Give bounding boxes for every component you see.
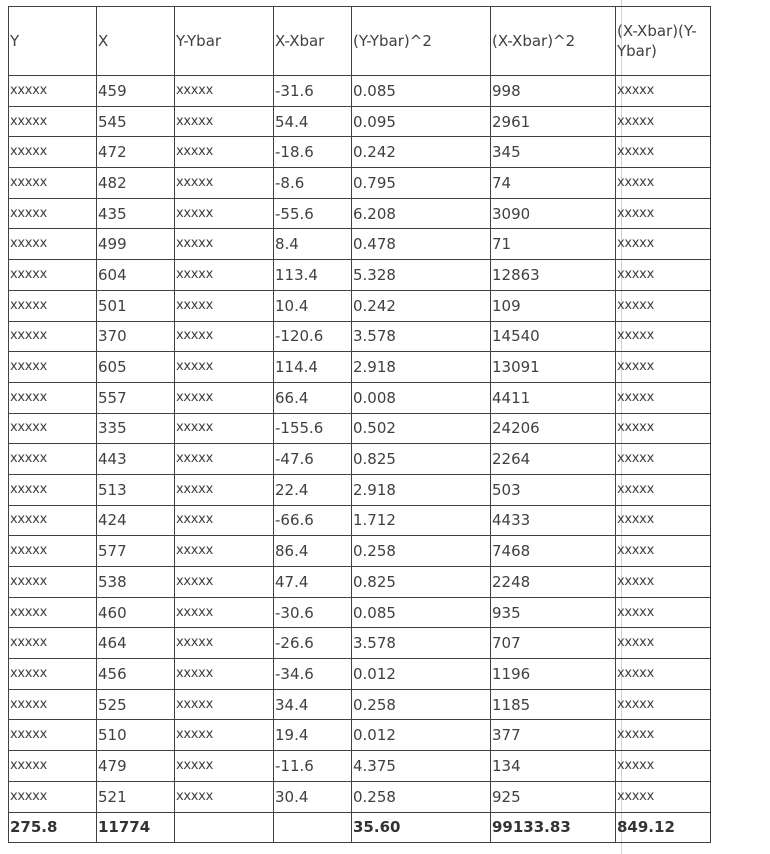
table-cell: xxxxx xyxy=(9,352,97,383)
table-cell: xxxxx xyxy=(175,567,274,598)
table-cell: 3090 xyxy=(491,198,616,229)
table-row xyxy=(9,290,711,321)
table-cell: -47.6 xyxy=(274,444,352,475)
table-cell: 501 xyxy=(97,290,175,321)
table-cell: xxxxx xyxy=(9,76,97,107)
total-cell: 99133.83 xyxy=(491,812,616,843)
header-x-xbar: X-Xbar xyxy=(274,7,352,76)
table-cell: xxxxx xyxy=(175,321,274,352)
table-cell: xxxxx xyxy=(616,536,711,567)
table-row xyxy=(9,597,711,628)
table-cell: 8.4 xyxy=(274,229,352,260)
table-cell: 2.918 xyxy=(352,352,491,383)
table-cell: 0.258 xyxy=(352,689,491,720)
table-cell: xxxxx xyxy=(175,597,274,628)
table-cell: xxxxx xyxy=(175,505,274,536)
table-cell: xxxxx xyxy=(616,659,711,690)
header-x-xbar-squared: (X-Xbar)^2 xyxy=(491,7,616,76)
table-cell: -26.6 xyxy=(274,628,352,659)
table-cell: xxxxx xyxy=(9,260,97,291)
table-row xyxy=(9,444,711,475)
table-cell: -31.6 xyxy=(274,76,352,107)
table-cell: xxxxx xyxy=(616,413,711,444)
table-cell: 479 xyxy=(97,751,175,782)
table-cell: xxxxx xyxy=(175,260,274,291)
table-cell: xxxxx xyxy=(616,321,711,352)
table-cell: xxxxx xyxy=(9,628,97,659)
table-cell: 472 xyxy=(97,137,175,168)
table-cell: xxxxx xyxy=(9,444,97,475)
table-row xyxy=(9,536,711,567)
table-cell: xxxxx xyxy=(9,413,97,444)
table-cell: 513 xyxy=(97,474,175,505)
table-cell: 538 xyxy=(97,567,175,598)
table-cell: xxxxx xyxy=(9,321,97,352)
total-cell: 275.8 xyxy=(9,812,97,843)
table-row xyxy=(9,137,711,168)
table-cell: 114.4 xyxy=(274,352,352,383)
total-cell: 849.12 xyxy=(616,812,711,843)
table-cell: 2264 xyxy=(491,444,616,475)
table-cell: 2248 xyxy=(491,567,616,598)
table-header-row xyxy=(9,7,711,76)
table-row xyxy=(9,720,711,751)
table-row xyxy=(9,781,711,812)
table-row xyxy=(9,260,711,291)
table-cell: 71 xyxy=(491,229,616,260)
table-cell: xxxxx xyxy=(616,597,711,628)
table-cell: 456 xyxy=(97,659,175,690)
total-cell xyxy=(175,812,274,843)
header-x: X xyxy=(97,7,175,76)
table-cell: 4.375 xyxy=(352,751,491,782)
table-cell: xxxxx xyxy=(9,536,97,567)
table-cell: 0.825 xyxy=(352,444,491,475)
table-cell: 604 xyxy=(97,260,175,291)
table-cell: xxxxx xyxy=(9,168,97,199)
table-cell: xxxxx xyxy=(175,413,274,444)
table-cell: 525 xyxy=(97,689,175,720)
table-cell: 12863 xyxy=(491,260,616,291)
table-cell: 459 xyxy=(97,76,175,107)
table-cell: xxxxx xyxy=(616,260,711,291)
table-cell: xxxxx xyxy=(9,198,97,229)
table-cell: xxxxx xyxy=(616,352,711,383)
table-cell: xxxxx xyxy=(9,290,97,321)
table-cell: 345 xyxy=(491,137,616,168)
table-cell: xxxxx xyxy=(175,689,274,720)
table-cell: xxxxx xyxy=(616,290,711,321)
table-cell: 22.4 xyxy=(274,474,352,505)
table-cell: -55.6 xyxy=(274,198,352,229)
table-row xyxy=(9,659,711,690)
table-cell: 24206 xyxy=(491,413,616,444)
table-cell: 54.4 xyxy=(274,106,352,137)
table-cell: 19.4 xyxy=(274,720,352,751)
table-cell: 66.4 xyxy=(274,382,352,413)
table-cell: 0.502 xyxy=(352,413,491,444)
table-row xyxy=(9,505,711,536)
table-cell: xxxxx xyxy=(9,474,97,505)
table-cell: xxxxx xyxy=(616,720,711,751)
table-cell: xxxxx xyxy=(616,505,711,536)
table-cell: -34.6 xyxy=(274,659,352,690)
table-body xyxy=(9,76,711,843)
table-cell: -155.6 xyxy=(274,413,352,444)
table-cell: xxxxx xyxy=(175,659,274,690)
table-cell: 464 xyxy=(97,628,175,659)
table-cell: 482 xyxy=(97,168,175,199)
table-cell: xxxxx xyxy=(616,781,711,812)
table-row xyxy=(9,76,711,107)
table-cell: 109 xyxy=(491,290,616,321)
table-cell: 503 xyxy=(491,474,616,505)
table-row xyxy=(9,751,711,782)
table-row xyxy=(9,382,711,413)
table-cell: xxxxx xyxy=(616,106,711,137)
total-cell xyxy=(274,812,352,843)
table-cell: xxxxx xyxy=(175,168,274,199)
table-cell: xxxxx xyxy=(175,474,274,505)
table-cell: xxxxx xyxy=(9,781,97,812)
table-cell: xxxxx xyxy=(616,229,711,260)
table-cell: xxxxx xyxy=(616,76,711,107)
table-cell: xxxxx xyxy=(175,536,274,567)
table-cell: -11.6 xyxy=(274,751,352,782)
table-cell: 925 xyxy=(491,781,616,812)
table-cell: xxxxx xyxy=(9,751,97,782)
table-cell: 5.328 xyxy=(352,260,491,291)
table-cell: 6.208 xyxy=(352,198,491,229)
table-row xyxy=(9,168,711,199)
table-cell: 4433 xyxy=(491,505,616,536)
table-cell: 7468 xyxy=(491,536,616,567)
table-row xyxy=(9,567,711,598)
totals-row xyxy=(9,812,711,843)
table-cell: 370 xyxy=(97,321,175,352)
table-cell: xxxxx xyxy=(175,76,274,107)
table-cell: 113.4 xyxy=(274,260,352,291)
table-cell: 34.4 xyxy=(274,689,352,720)
table-cell: xxxxx xyxy=(9,382,97,413)
table-cell: xxxxx xyxy=(9,137,97,168)
table-cell: xxxxx xyxy=(616,689,711,720)
table-row xyxy=(9,106,711,137)
table-cell: 86.4 xyxy=(274,536,352,567)
table-row xyxy=(9,689,711,720)
table-cell: xxxxx xyxy=(616,168,711,199)
table-cell: xxxxx xyxy=(175,628,274,659)
table-cell: -18.6 xyxy=(274,137,352,168)
table-cell: 1.712 xyxy=(352,505,491,536)
table-cell: xxxxx xyxy=(9,567,97,598)
table-cell: xxxxx xyxy=(175,720,274,751)
table-cell: xxxxx xyxy=(175,137,274,168)
table-cell: xxxxx xyxy=(616,751,711,782)
table-cell: xxxxx xyxy=(175,751,274,782)
header-y-ybar: Y-Ybar xyxy=(175,7,274,76)
table-cell: xxxxx xyxy=(616,474,711,505)
table-cell: -120.6 xyxy=(274,321,352,352)
table-cell: xxxxx xyxy=(9,689,97,720)
table-cell: 30.4 xyxy=(274,781,352,812)
table-cell: 3.578 xyxy=(352,321,491,352)
table-cell: 0.085 xyxy=(352,76,491,107)
table-row xyxy=(9,198,711,229)
table-cell: 499 xyxy=(97,229,175,260)
table-cell: 0.478 xyxy=(352,229,491,260)
table-cell: 460 xyxy=(97,597,175,628)
table-cell: 47.4 xyxy=(274,567,352,598)
table-cell: 0.012 xyxy=(352,720,491,751)
table-cell: xxxxx xyxy=(9,720,97,751)
table-cell: xxxxx xyxy=(175,781,274,812)
table-cell: 3.578 xyxy=(352,628,491,659)
table-cell: 0.085 xyxy=(352,597,491,628)
table-cell: 577 xyxy=(97,536,175,567)
table-cell: 2961 xyxy=(491,106,616,137)
table-cell: 134 xyxy=(491,751,616,782)
table-cell: xxxxx xyxy=(9,505,97,536)
total-cell: 11774 xyxy=(97,812,175,843)
table-cell: xxxxx xyxy=(616,444,711,475)
table-cell: xxxxx xyxy=(616,198,711,229)
table-cell: xxxxx xyxy=(616,628,711,659)
table-cell: xxxxx xyxy=(9,659,97,690)
table-cell: 0.825 xyxy=(352,567,491,598)
table-cell: xxxxx xyxy=(616,382,711,413)
table-cell: xxxxx xyxy=(616,137,711,168)
table-cell: xxxxx xyxy=(175,444,274,475)
table-row xyxy=(9,321,711,352)
header-y-ybar-squared: (Y-Ybar)^2 xyxy=(352,7,491,76)
table-cell: xxxxx xyxy=(175,352,274,383)
table-cell: xxxxx xyxy=(616,567,711,598)
table-cell: 0.012 xyxy=(352,659,491,690)
table-cell: 935 xyxy=(491,597,616,628)
table-row xyxy=(9,352,711,383)
table-cell: -66.6 xyxy=(274,505,352,536)
table-cell: 998 xyxy=(491,76,616,107)
table-cell: 605 xyxy=(97,352,175,383)
table-row xyxy=(9,229,711,260)
table-cell: 0.795 xyxy=(352,168,491,199)
table-cell: 707 xyxy=(491,628,616,659)
table-cell: 435 xyxy=(97,198,175,229)
table-cell: 10.4 xyxy=(274,290,352,321)
header-y: Y xyxy=(9,7,97,76)
table-cell: 0.258 xyxy=(352,781,491,812)
table-cell: xxxxx xyxy=(175,106,274,137)
table-cell: 424 xyxy=(97,505,175,536)
table-cell: 14540 xyxy=(491,321,616,352)
table-row xyxy=(9,628,711,659)
table-cell: xxxxx xyxy=(175,229,274,260)
table-cell: xxxxx xyxy=(9,229,97,260)
table-cell: 2.918 xyxy=(352,474,491,505)
table-cell: 443 xyxy=(97,444,175,475)
table-cell: xxxxx xyxy=(9,106,97,137)
table-cell: 557 xyxy=(97,382,175,413)
table-cell: xxxxx xyxy=(175,290,274,321)
header-cross-product: (X-Xbar)(Y-Ybar) xyxy=(616,7,711,76)
table-cell: xxxxx xyxy=(175,198,274,229)
table-cell: 1196 xyxy=(491,659,616,690)
table-cell: -8.6 xyxy=(274,168,352,199)
table-cell: -30.6 xyxy=(274,597,352,628)
table-cell: 545 xyxy=(97,106,175,137)
table-cell: 377 xyxy=(491,720,616,751)
table-cell: xxxxx xyxy=(175,382,274,413)
table-cell: 0.258 xyxy=(352,536,491,567)
total-cell: 35.60 xyxy=(352,812,491,843)
table-row xyxy=(9,413,711,444)
table-cell: 0.242 xyxy=(352,137,491,168)
table-cell: 0.095 xyxy=(352,106,491,137)
table-cell: 74 xyxy=(491,168,616,199)
table-cell: 1185 xyxy=(491,689,616,720)
table-cell: 521 xyxy=(97,781,175,812)
table-row xyxy=(9,474,711,505)
table-cell: 510 xyxy=(97,720,175,751)
table-cell: 0.008 xyxy=(352,382,491,413)
table-cell: 13091 xyxy=(491,352,616,383)
table-cell: 0.242 xyxy=(352,290,491,321)
table-cell: xxxxx xyxy=(9,597,97,628)
regression-table xyxy=(8,6,711,843)
table-cell: 335 xyxy=(97,413,175,444)
table-cell: 4411 xyxy=(491,382,616,413)
